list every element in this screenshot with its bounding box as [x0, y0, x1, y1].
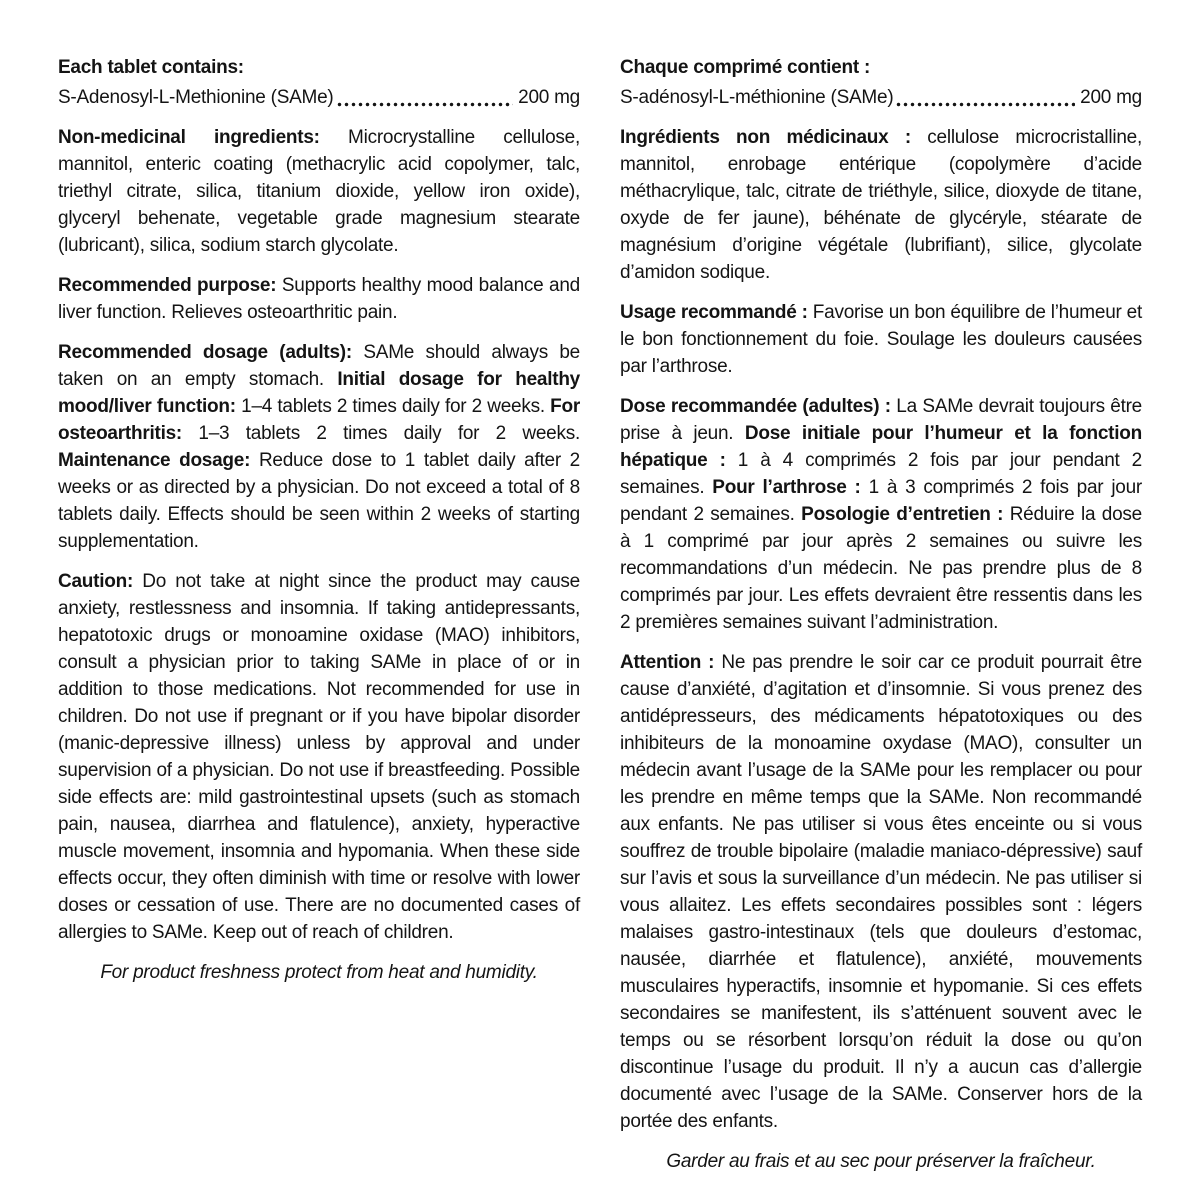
text-run: La SAMe devrait toujours être prise à jeun.	[620, 396, 1142, 444]
bold-lead-in: Usage recommandé :	[620, 302, 813, 323]
en-freshness-note: For product freshness protect from heat and humidity.	[100, 962, 538, 983]
bold-lead-in: Caution:	[58, 571, 143, 592]
en-paragraph-recommended-dosage	[58, 339, 580, 555]
fr-paragraph-non-medicinal-ingredients	[620, 124, 1142, 286]
fr-freshness-note: Garder au frais et au sec pour préserver la fraîcheur.	[666, 1151, 1096, 1172]
en-paragraph-caution	[58, 568, 580, 946]
en-paragraph-non-medicinal-ingredients	[58, 124, 580, 259]
bold-lead-in: Non-medicinal ingredients:	[58, 127, 349, 148]
bold-lead-in: Recommended dosage (adults):	[58, 342, 364, 363]
text-run: Do not take at night since the product may cause anxiety, restlessness and insomnia. If taking antidepressants, hepatotoxic drugs or monoamine oxidase (MAO) inhibitors, consult a physician prior to taking SAMe in place of or in addition to those medications. Not recommended for use in children. Do not use if pregnant or if you have bipolar disorder (manic-depressive illness) unless by approval and under supervision of a physician. Do not use if breastfeeding. Possible side effects are: mild gastrointestinal upsets (such as stomach pain, nausea, diarrhea and flatulence), anxiety, hyperactive muscle movement, insomnia and hypomania. When these side effects occur, they often diminish with time or resolve with lower doses or cessation of use. There are no documented cases of allergies to SAMe. Keep out of reach of children.	[58, 571, 581, 943]
fr-paragraph-recommended-dosage	[620, 393, 1142, 636]
text-run: Réduire la dose à 1 comprimé par jour après 2 semaines ou suivre les recommandations d’un médecin. Ne pas prendre plus de 8 comprimés par jour. Les effets devraient être ressentis dans les 2 premières semaines suivant l’administration.	[620, 504, 1142, 633]
bold-lead-in: Pour l’arthrose :	[712, 477, 869, 498]
fr-ingredient-name: S-adénosyl-L-méthionine (SAMe)	[620, 87, 894, 108]
text-run: 1 à 4 comprimés 2 fois par jour pendant 2 semaines.	[620, 450, 1142, 498]
french-column	[620, 54, 1143, 1172]
fr-ingredient-row	[620, 84, 1142, 111]
en-ingredient-amount: 200 mg	[518, 87, 580, 108]
text-run: 1–3 tablets 2 times daily for 2 weeks.	[198, 423, 580, 444]
fr-paragraph-recommended-purpose	[620, 299, 1142, 380]
text-run: Favorise un bon équilibre de l’humeur et le bon fonctionnement du foie. Soulage les douleurs causées par l’arthrose.	[620, 302, 1142, 377]
en-paragraph-recommended-purpose	[58, 272, 580, 326]
bold-lead-in: Ingrédients non médicinaux :	[620, 127, 928, 148]
bold-lead-in: Attention :	[620, 652, 722, 673]
text-run: Ne pas prendre le soir car ce produit pourrait être cause d’anxiété, d’agitation et d’insomnie. Si vous prenez des antidépresseurs, des médicaments hépatotoxiques ou des inhibiteurs de la monoamine oxydase (MAO), consulter un médecin avant l’usage de la SAMe pour les remplacer ou pour les prendre en même temps que la SAMe. Non recommandé aux enfants. Ne pas utiliser si vous êtes enceinte ou si vous souffrez de trouble bipolaire (maladie maniaco-dépressive) sauf sur l’avis et sous la surveillance d’un médecin. Ne pas utiliser si vous allaitez. Les effets secondaires possibles sont : légers malaises gastro-intestinaux (tels que douleurs d’estomac, nausée, diarrhée et flatulence), anxiété, mouvements musculaires hyperactifs, insomnie et hypomanie. Si ces effets secondaires se manifestent, ils s’atténuent souvent avec le temps ou se résorbent lorsqu’on réduit la dose ou qu’on discontinue l’usage du produit. Il n’y a aucun cas d’allergie documenté avec l’usage de la SAMe. Conserver hors de la portée des enfants.	[620, 652, 1142, 1132]
fr-ingredient-amount: 200 mg	[1080, 87, 1142, 108]
en-dot-leader	[337, 102, 514, 107]
en-ingredient-row	[58, 84, 580, 111]
english-column	[58, 54, 580, 1164]
fr-paragraph-caution	[620, 649, 1142, 1135]
text-run: Supports healthy mood balance and liver function. Relieves osteoarthritic pain.	[58, 275, 580, 323]
bold-lead-in: Recommended purpose:	[58, 275, 282, 296]
text-run: 1–4 tablets 2 times daily for 2 weeks.	[241, 396, 551, 417]
bold-lead-in: Initial dosage for healthy mood/liver function:	[58, 369, 580, 417]
bold-lead-in: Posologie d’entretien :	[801, 504, 1010, 525]
bold-lead-in: For osteoarthritis:	[58, 396, 580, 444]
en-ingredient-name: S-Adenosyl-L-Methionine (SAMe)	[58, 87, 334, 108]
bold-lead-in: Dose initiale pour l’humeur et la fonction hépatique :	[620, 423, 1142, 471]
fr-dot-leader	[896, 102, 1075, 107]
en-heading: Each tablet contains:	[58, 57, 244, 78]
text-run: cellulose microcristalline, mannitol, enrobage entérique (copolymère d’acide méthacrylique, talc, citrate de triéthyle, silice, dioxyde de titane, oxyde de fer jaune), béhénate de glycéryle, stéarate de magnésium d’origine végétale (lubrifiant), silice, glycolate d’amidon sodique.	[620, 127, 1143, 283]
text-run: Microcrystalline cellulose, mannitol, enteric coating (methacrylic acid copolymer, talc, triethyl citrate, silica, titanium dioxide, yellow iron oxide), glyceryl behenate, vegetable grade magnesium stearate (lubricant), silica, sodium starch glycolate.	[58, 127, 580, 256]
bold-lead-in: Maintenance dosage:	[58, 450, 259, 471]
text-run: Reduce dose to 1 tablet daily after 2 weeks or as directed by a physician. Do not exceed a total of 8 tablets daily. Effects should be seen within 2 weeks of starting supplementation.	[58, 450, 580, 552]
text-run: SAMe should always be taken on an empty stomach.	[58, 342, 580, 390]
bold-lead-in: Dose recommandée (adultes) :	[620, 396, 897, 417]
text-run: 1 à 3 comprimés 2 fois par jour pendant 2 semaines.	[620, 477, 1143, 525]
fr-heading: Chaque comprimé contient :	[620, 57, 871, 78]
